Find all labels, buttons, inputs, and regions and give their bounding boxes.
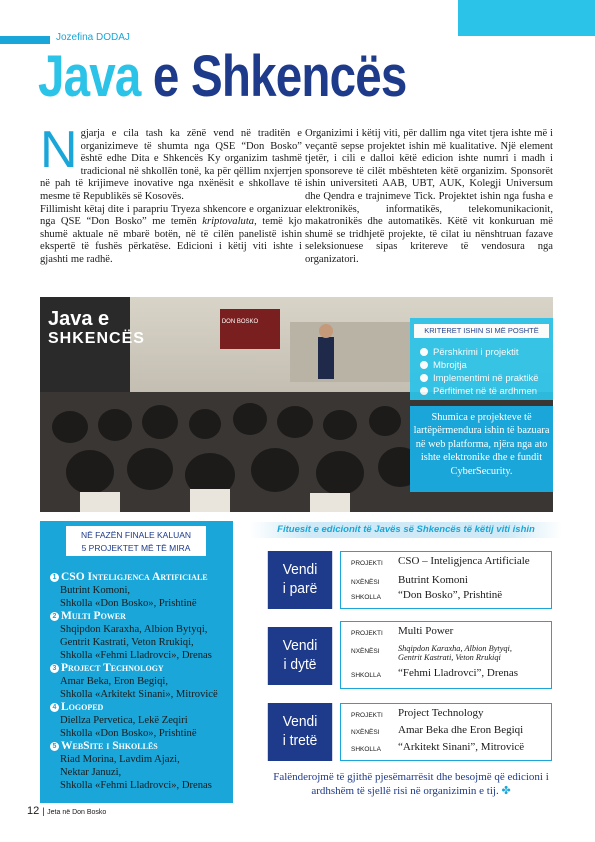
criteria-note: Shumica e projekteve të lartëpërmendura ishin të bazuara në web platforma, njëra nga ato ishte elektronike dhe e fundit CyberSecurity.: [410, 406, 553, 492]
team-name: WebSite i Shkollës: [61, 740, 158, 752]
page-footer: [27, 805, 106, 817]
criteria-item: Implementimi në praktikë: [420, 372, 539, 385]
number-badge: 5: [50, 742, 59, 751]
bullet-icon: [420, 374, 428, 382]
criteria-item: Përshkrimi i projektit: [420, 346, 539, 359]
finals-heading-line1: NË FAZËN FINALE KALUAN: [80, 530, 192, 540]
winner-project: Multi Power: [398, 625, 454, 637]
winner-card-first: PROJEKTI CSO – Inteligjenca Artificiale NXËNËSI Butrint Komoni SHKOLLA “Don Bosko”, Prishtinë: [340, 551, 552, 609]
criteria-heading: KRITERET ISHIN SI MË POSHTË: [414, 324, 549, 338]
number-badge: 1: [50, 573, 59, 582]
second-paragraph: [40, 204, 302, 267]
winner-students: Butrint Komoni: [398, 574, 468, 586]
banner-line1: Java e: [48, 308, 110, 330]
winner-school: “Arkitekt Sinani”, Mitrovicë: [398, 741, 525, 753]
winners-panel: [250, 521, 562, 769]
thanks-note: Falënderojmë të gjithë pjesëmarrësit dhe besojmë që edicioni i ardhshëm të sjellë risi në organizimin e tij. ✤: [273, 771, 549, 797]
bullet-icon: [420, 348, 428, 356]
team-entry: 1 CSO Inteligjenca Artificiale Butrint Komoni, Shkolla «Don Bosko», Prishtinë: [50, 571, 232, 610]
finals-box: [40, 521, 233, 803]
star-icon: ✤: [501, 785, 511, 797]
title-java: Java: [38, 44, 141, 109]
criteria-item: Mbrojtja: [420, 359, 539, 372]
team-entry: 3 Project Technology Amar Beka, Eron Begiqi, Shkolla «Arkitekt Sinani», Mitrovicë: [50, 662, 232, 701]
winner-students: Amar Beka dhe Eron Begiqi: [398, 724, 524, 736]
page-number: 12: [27, 805, 40, 817]
number-badge: 4: [50, 703, 59, 712]
left-column: [40, 121, 302, 267]
place-badge-second: Vendi i dytë: [268, 627, 332, 685]
winner-students: Shqipdon Karaxha, Albion Bytyqi, Gentrit Kastrati, Veton Rrukiqi: [398, 644, 512, 662]
finals-list: [50, 571, 232, 792]
top-right-block: [458, 0, 595, 36]
author-byline: Jozefina DODAJ: [56, 32, 130, 43]
magazine-name: Jeta në Don Bosko: [47, 809, 107, 816]
school-sign: DON BOSKO: [221, 319, 259, 325]
intro-paragraph: gjarja e cila tash ka zënë vend në traditën e organizimeve të shumta nga QSE “Don Bosko” është edhe Dita e Shkencës Ky organizim tashmë tradicional në shkollën tonë, ka për qëllim nxjerrjen në pah të krijimeve inovative nga nxënësit e shkollave të mesme të Republikës së Kosovës.: [40, 128, 302, 202]
criteria-item: Përfitimet në të ardhmen: [420, 385, 539, 398]
team-entry: 5 WebSite i Shkollës Riad Morina, Lavdim Ajazi, Nektar Januzi, Shkolla «Fehmi Lladrovci», Drenas: [50, 740, 232, 792]
number-badge: 2: [50, 612, 59, 621]
winner-school: “Don Bosko”, Prishtinë: [398, 589, 503, 601]
top-left-bar: [0, 36, 50, 44]
winners-heading: Fituesit e edicionit të Javës së Shkencës të këtij viti ishin: [277, 524, 535, 535]
team-name: Logoped: [61, 701, 104, 713]
team-entry: 2 Multi Power Shqipdon Karaxha, Albion Bytyqi, Gentrit Kastrati, Veton Rrukiqi, Shkolla «Fehmi Lladrovci», Drenas: [50, 610, 232, 662]
second-paragraph-start: Fillimisht këtaj dite i parapriu Tryeza shkencore e organizuar nga QSE “Don Bosko” me temën: [40, 203, 302, 228]
winner-project: Project Technology: [398, 707, 484, 719]
second-paragraph-end: , temë kjo shumë aktuale në mbarë botën, në të cilën panelistë ishin ekspertë të fushës përkatëse. Edicioni i këtij viti ishte i gjashti me radhë.: [40, 216, 302, 265]
topic-italic: kriptovaluta: [202, 216, 255, 228]
winner-card-third: PROJEKTI Project Technology NXËNËSI Amar Beka dhe Eron Begiqi SHKOLLA “Arkitekt Sinani”, Mitrovicë: [340, 703, 552, 761]
finals-heading: [66, 526, 206, 556]
winner-project: CSO – Inteligjenca Artificiale: [398, 555, 530, 567]
footer-divider: |: [42, 806, 48, 816]
banner-text: [48, 309, 145, 349]
banner-line2: SHKENCËS: [48, 330, 145, 347]
bullet-icon: [420, 361, 428, 369]
drop-cap: N: [40, 121, 78, 179]
bullet-icon: [420, 387, 428, 395]
team-name: CSO Inteligjenca Artificiale: [61, 571, 208, 583]
team-entry: 4 Logoped Diellza Pervetica, Lekë Zeqiri Shkolla «Don Bosko», Prishtinë: [50, 701, 232, 740]
team-name: Project Technology: [61, 662, 164, 674]
winner-card-second: PROJEKTI Multi Power NXËNËSI Shqipdon Karaxha, Albion Bytyqi, Gentrit Kastrati, Veton Rrukiqi SHKOLLA “Fehmi Lladrovci”, Drenas: [340, 621, 552, 689]
right-column: Organizimi i këtij viti, për dallim nga vitet tjera ishte më i veçantë sepse projektet ishin më kualitative. Një element tjetër, i cili e dalloi këtë edicion ishte numri i madh i sponsoreve të cilët mbështeten këtë organizim. Sponsorët ishin universiteti AAB, UBT, AUK, Kolegji Universum dhe Qendra e trajnimeve Tick. Projektet ishin nga fusha e elektronikës, informatikës, telekomunikacionit, makatronikës dhe automatikës. Këtë vit konkuruan më shumë se tridhjetë projekte, të cilat iu nënshtruan fazave seleksionuese sipas kritereve të vendosura nga organizatori.: [305, 128, 553, 265]
place-badge-first: Vendi i parë: [268, 551, 332, 609]
finals-heading-line2: 5 PROJEKTET MË TË MIRA: [81, 543, 191, 553]
team-name: Multi Power: [61, 610, 126, 622]
winner-school: “Fehmi Lladrovci”, Drenas: [398, 667, 519, 679]
title-rest: e Shkencës: [140, 44, 407, 109]
criteria-list: [420, 346, 539, 398]
criteria-box: [410, 318, 553, 400]
page-title: [38, 46, 406, 108]
place-badge-third: Vendi i tretë: [268, 703, 332, 761]
number-badge: 3: [50, 664, 59, 673]
